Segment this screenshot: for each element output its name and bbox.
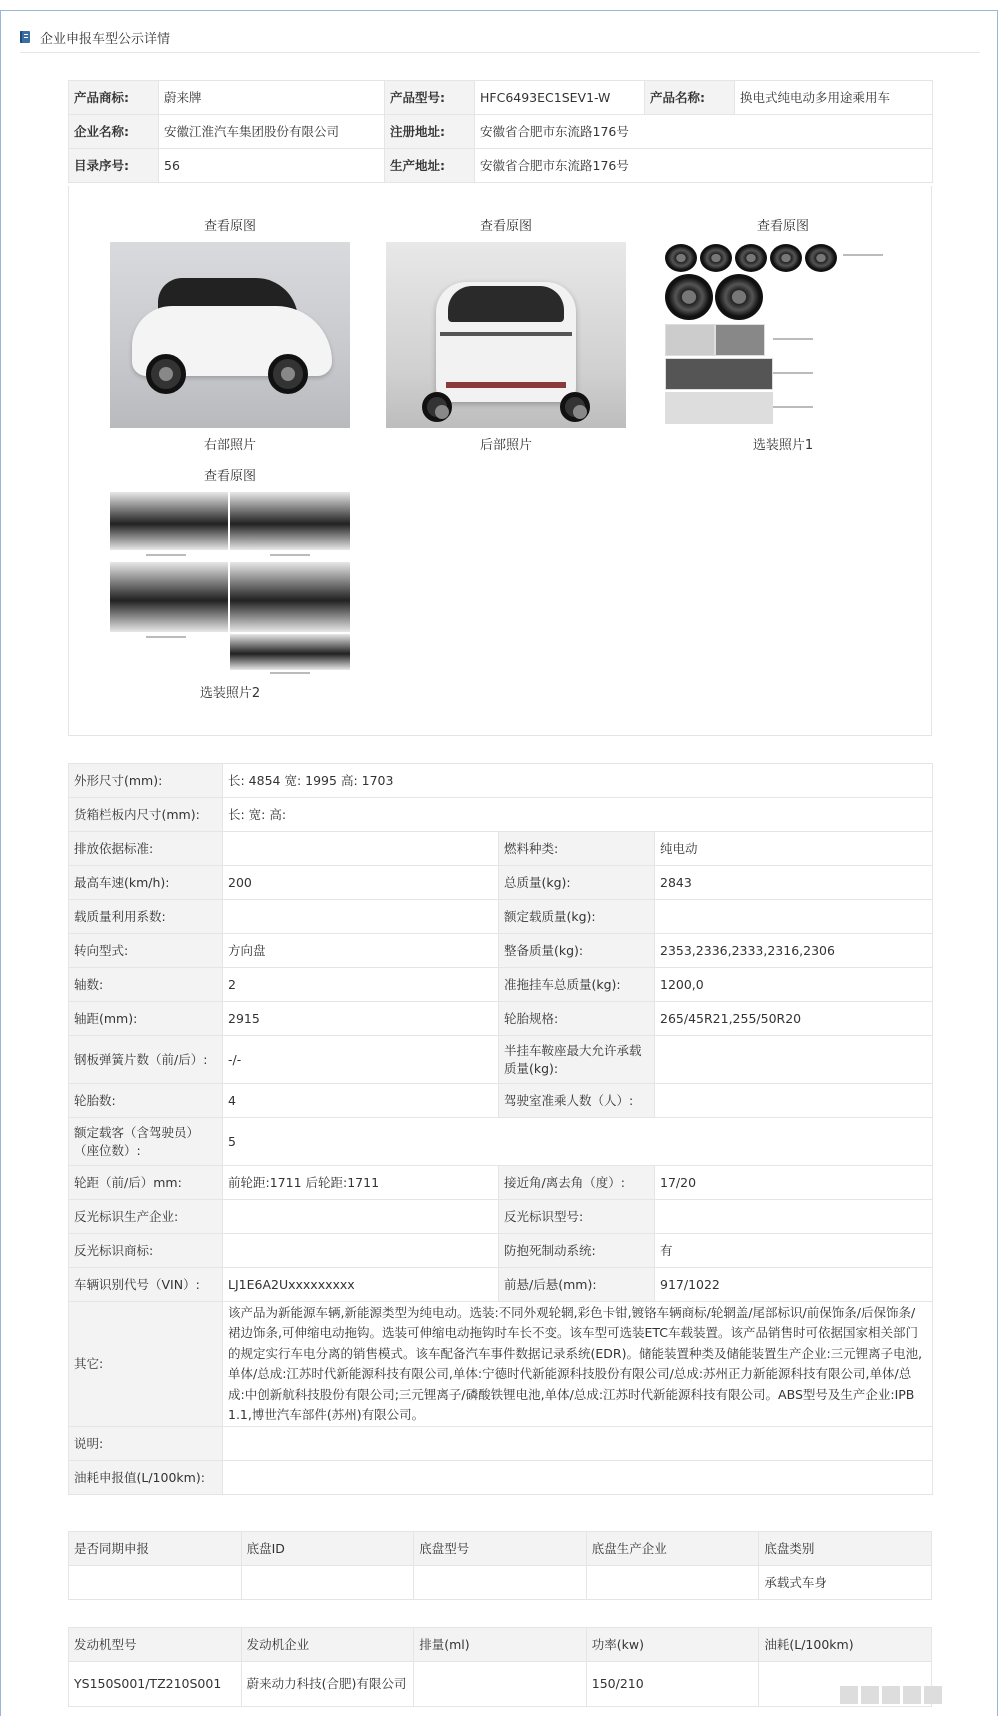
- chassis-table: [68, 1531, 932, 1600]
- spec-label: 轮胎数:: [69, 1084, 223, 1118]
- chassis-cell: [69, 1566, 242, 1600]
- passengers-value: 5: [223, 1118, 933, 1166]
- product-name-label: 产品名称:: [645, 81, 735, 115]
- spec-value: [655, 900, 933, 934]
- note-label: 说明:: [69, 1427, 223, 1461]
- fuel-declared-value: [223, 1461, 933, 1495]
- photo-rear: [386, 216, 626, 453]
- prod-address-label: 生产地址:: [385, 149, 475, 183]
- spec-label: 钢板弹簧片数（前/后）:: [69, 1036, 223, 1084]
- spec-label: 轮胎规格:: [499, 1002, 655, 1036]
- spec-value: 前轮距:1711 后轮距:1711: [223, 1166, 499, 1200]
- spec-value: [223, 1200, 499, 1234]
- cargo-size-label: 货箱栏板内尺寸(mm):: [69, 798, 223, 832]
- other-value: 该产品为新能源车辆,新能源类型为纯电动。选装:不同外观轮辋,彩色卡钳,镀铬车辆商标/轮辋盖/尾部标识/前保饰条/后保饰条/裙边饰条,可伸缩电动拖钩。选装可伸缩电动拖钩时车长不变。该车型可选装ETC车载装置。该产品销售时可依据国家相关部门的规定实行车电分离的销售模式。该车配备汽车事件数据记录系统(EDR)。储能装置种类及储能装置生产企业:三元锂离子电池,单体/总成:江苏时代新能源科技有限公司,单体:宁德时代新能源科技股份有限公司/总成:苏州正力新能源科技有限公司,单体/总成:中创新航科技股份有限公司;三元锂离子/磷酸铁锂电池,单体/总成:江苏时代新能源科技有限公司。ABS型号及生产企业:IPB 1.1,博世汽车部件(苏州)有限公司。: [223, 1302, 933, 1427]
- spec-value: 2915: [223, 1002, 499, 1036]
- company-value: 安徽江淮汽车集团股份有限公司: [159, 115, 385, 149]
- spec-value: 265/45R21,255/50R20: [655, 1002, 933, 1036]
- spec-value: 2843: [655, 866, 933, 900]
- model-label: 产品型号:: [385, 81, 475, 115]
- spec-label: 最高车速(km/h):: [69, 866, 223, 900]
- spec-label: 轮距（前/后）mm:: [69, 1166, 223, 1200]
- spec-label: 驾驶室准乘人数（人）:: [499, 1084, 655, 1118]
- book-icon: [20, 31, 30, 43]
- engine-table: [68, 1627, 932, 1707]
- spec-value: 4: [223, 1084, 499, 1118]
- spec-value: [223, 832, 499, 866]
- basic-info: [68, 80, 932, 183]
- spec-value: 1200,0: [655, 968, 933, 1002]
- spec-label: 轴数:: [69, 968, 223, 1002]
- engine-cell: 150/210: [586, 1662, 759, 1707]
- spec-label: 燃料种类:: [499, 832, 655, 866]
- spec-table: [68, 763, 932, 1495]
- catalog-no-value: 56: [159, 149, 385, 183]
- chassis-cell: [586, 1566, 759, 1600]
- spec-label: 排放依据标准:: [69, 832, 223, 866]
- photo-gallery: [68, 186, 932, 736]
- spec-label: 反光标识商标:: [69, 1234, 223, 1268]
- right-side-car-image[interactable]: [110, 242, 350, 428]
- chassis-header: 底盘型号: [414, 1532, 587, 1566]
- blurred-watermark: [840, 1686, 960, 1708]
- photo-caption: 右部照片: [203, 438, 256, 453]
- passengers-label: 额定载客（含驾驶员）（座位数）:: [69, 1118, 223, 1166]
- engine-cell: YS150S001/TZ210S001: [69, 1662, 242, 1707]
- fuel-declared-label: 油耗申报值(L/100km):: [69, 1461, 223, 1495]
- spec-label: 车辆识别代号（VIN）:: [69, 1268, 223, 1302]
- spec-label: 整备质量(kg):: [499, 934, 655, 968]
- spec-value: 917/1022: [655, 1268, 933, 1302]
- option2-collage-image[interactable]: [110, 492, 350, 676]
- dimensions-label: 外形尺寸(mm):: [69, 764, 223, 798]
- engine-header: 发动机企业: [241, 1628, 414, 1662]
- chassis-header: 是否同期申报: [69, 1532, 242, 1566]
- note-value: [223, 1427, 933, 1461]
- view-original-link[interactable]: 查看原图: [479, 219, 532, 234]
- catalog-no-label: 目录序号:: [69, 149, 159, 183]
- spec-value: 200: [223, 866, 499, 900]
- spec-label: 前悬/后悬(mm):: [499, 1268, 655, 1302]
- engine-cell: [414, 1662, 587, 1707]
- photo-right: [110, 216, 350, 453]
- chassis-cell: [241, 1566, 414, 1600]
- product-name-value: 换电式纯电动多用途乘用车: [735, 81, 933, 115]
- spec-value: 方向盘: [223, 934, 499, 968]
- chassis-header: 底盘类别: [759, 1532, 932, 1566]
- spec-value: LJ1E6A2Uxxxxxxxxx: [223, 1268, 499, 1302]
- view-original-link[interactable]: 查看原图: [756, 219, 809, 234]
- chassis-header: 底盘ID: [241, 1532, 414, 1566]
- spec-label: 总质量(kg):: [499, 866, 655, 900]
- brand-label: 产品商标:: [69, 81, 159, 115]
- brand-value: 蔚来牌: [159, 81, 385, 115]
- photo-caption: 选装照片1: [752, 438, 814, 453]
- spec-label: 反光标识生产企业:: [69, 1200, 223, 1234]
- rear-car-image[interactable]: [386, 242, 626, 428]
- spec-value: [655, 1084, 933, 1118]
- page-header: [20, 26, 170, 48]
- spec-value: 纯电动: [655, 832, 933, 866]
- spec-value: 有: [655, 1234, 933, 1268]
- spec-value: 2: [223, 968, 499, 1002]
- spec-value: [223, 900, 499, 934]
- model-value: HFC6493EC1SEV1-W: [475, 81, 645, 115]
- reg-address-label: 注册地址:: [385, 115, 475, 149]
- chassis-cell: [414, 1566, 587, 1600]
- view-original-link[interactable]: 查看原图: [203, 469, 256, 484]
- spec-label: 接近角/离去角（度）:: [499, 1166, 655, 1200]
- chassis-header: 底盘生产企业: [586, 1532, 759, 1566]
- spec-label: 额定载质量(kg):: [499, 900, 655, 934]
- option1-collage-image[interactable]: [663, 242, 903, 428]
- page-title: 企业申报车型公示详情: [40, 31, 171, 47]
- spec-value: [655, 1200, 933, 1234]
- dimensions-value: 长: 4854 宽: 1995 高: 1703: [223, 764, 933, 798]
- header-divider: [20, 52, 980, 53]
- engine-header: 排量(ml): [414, 1628, 587, 1662]
- photo-caption: 选装照片2: [199, 686, 261, 701]
- engine-header: 功率(kw): [586, 1628, 759, 1662]
- chassis-cell: 承载式车身: [759, 1566, 932, 1600]
- engine-header: 油耗(L/100km): [759, 1628, 932, 1662]
- spec-label: 轴距(mm):: [69, 1002, 223, 1036]
- prod-address-value: 安徽省合肥市东流路176号: [475, 149, 933, 183]
- spec-value: [655, 1036, 933, 1084]
- photo-caption: 后部照片: [479, 438, 532, 453]
- spec-value: 2353,2336,2333,2316,2306: [655, 934, 933, 968]
- spec-value: [223, 1234, 499, 1268]
- reg-address-value: 安徽省合肥市东流路176号: [475, 115, 933, 149]
- spec-label: 防抱死制动系统:: [499, 1234, 655, 1268]
- view-original-link[interactable]: 查看原图: [203, 219, 256, 234]
- spec-label: 半挂车鞍座最大允许承载质量(kg):: [499, 1036, 655, 1084]
- spec-value: 17/20: [655, 1166, 933, 1200]
- spec-label: 载质量利用系数:: [69, 900, 223, 934]
- other-label: 其它:: [69, 1302, 223, 1427]
- cargo-size-value: 长: 宽: 高:: [223, 798, 933, 832]
- spec-label: 转向型式:: [69, 934, 223, 968]
- spec-value: -/-: [223, 1036, 499, 1084]
- engine-cell: 蔚来动力科技(合肥)有限公司: [241, 1662, 414, 1707]
- engine-header: 发动机型号: [69, 1628, 242, 1662]
- spec-label: 反光标识型号:: [499, 1200, 655, 1234]
- spec-label: 准拖挂车总质量(kg):: [499, 968, 655, 1002]
- photo-option2: [110, 466, 350, 701]
- company-label: 企业名称:: [69, 115, 159, 149]
- photo-option1: [663, 216, 903, 453]
